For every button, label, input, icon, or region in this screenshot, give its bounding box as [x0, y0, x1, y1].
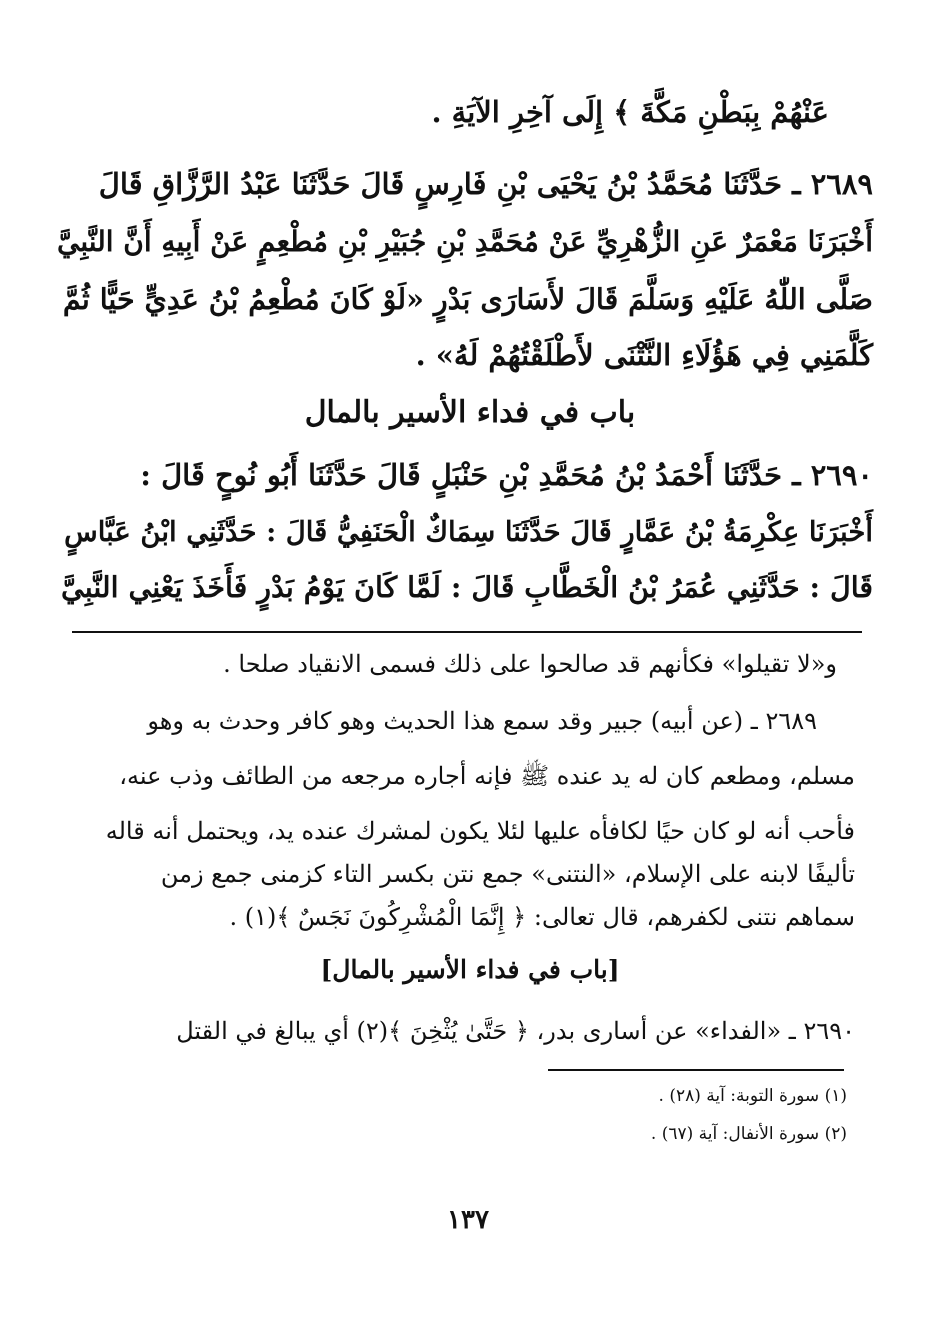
footnote-1: (١) سورة التوبة: آية (٢٨) .	[658, 1086, 847, 1106]
hadith-2690-line-2: أَخْبَرَنَا عِكْرِمَةُ بْنُ عَمَّارٍ قَالَ حَدَّثَنَا سِمَاكٌ الْحَنَفِيُّ قَالَ : حَدَّثَنِي ابْنُ عَبَّاسٍ	[64, 516, 873, 548]
hadith-2689-line-2: أَخْبَرَنَا مَعْمَرٌ عَنِ الزُّهْرِيِّ عَنْ مُحَمَّدِ بْنِ جُبَيْرِ بْنِ مُطْعِمٍ عَنْ أَبِيهِ أَنَّ النَّبِيَّ	[57, 225, 873, 258]
chapter-heading: باب في فداء الأسير بالمال	[304, 395, 636, 430]
footnote-divider	[548, 1069, 844, 1071]
hadith-2689-line-3: صَلَّى اللّٰهُ عَلَيْهِ وَسَلَّمَ قَالَ لأَسَارَى بَدْرٍ «لَوْ كَانَ مُطْعِمُ بْنُ عَدِيٍّ حَيًّا ثُمَّ	[62, 282, 873, 316]
matn-line-1: عَنْهُمْ بِبَطْنِ مَكَّةَ ﴾ إِلَى آخِرِ الآيَةِ .	[431, 95, 829, 129]
text-commentary-divider	[72, 631, 862, 633]
commentary-2690-line-1: ٢٦٩٠ ـ «الفداء» عن أسارى بدر، ﴿ حَتَّىٰ يُثْخِنَ ﴾(٢) أي يبالغ في القتل	[176, 1017, 855, 1045]
hadith-2689-line-1: ٢٦٨٩ ـ حَدَّثَنَا مُحَمَّدُ بْنُ يَحْيَى بْنِ فَارِسٍ قَالَ حَدَّثَنَا عَبْدُ الرَّزَّاقِ قَالَ	[98, 167, 873, 201]
commentary-2689-line-5: سماهم نتنى لكفرهم، قال تعالى: ﴿ إِنَّمَا الْمُشْرِكُونَ نَجَسٌ ﴾(١) .	[229, 903, 855, 931]
hadith-2690-line-3: قَالَ : حَدَّثَنِي عُمَرُ بْنُ الْخَطَّابِ قَالَ : لَمَّا كَانَ يَوْمُ بَدْرٍ فَأَخَذَ يَعْنِي النَّبِيَّ	[60, 570, 873, 604]
commentary-2689-line-3: فأحب أنه لو كان حيًا لكافأه عليها لئلا يكون لمشرك عنده يد، ويحتمل أنه قاله	[105, 817, 855, 845]
hadith-2690-line-1: ٢٦٩٠ ـ حَدَّثَنَا أَحْمَدُ بْنُ مُحَمَّدِ بْنِ حَنْبَلٍ قَالَ حَدَّثَنَا أَبُو نُوحٍ قَالَ :	[140, 458, 873, 492]
hadith-2689-line-4: كَلَّمَنِي فِي هَؤُلَاءِ النَّتْنَى لأَطْلَقْتُهُمْ لَهُ» .	[415, 338, 873, 372]
page-number: ١٣٧	[447, 1205, 489, 1235]
commentary-2689-line-2: مسلم، ومطعم كان له يد عنده ﷺ فإنه أجاره مرجعه من الطائف وذب عنه،	[119, 762, 855, 790]
commentary-line-1: و«لا تقيلوا» فكأنهم قد صالحوا على ذلك فسمى الانقياد صلحا .	[223, 650, 837, 678]
commentary-2689-line-4: تأليفًا لابنه على الإسلام، «النتنى» جمع نتن بكسر التاء كزمنى جمع زمن	[160, 860, 855, 888]
commentary-2689-line-1: ٢٦٨٩ ـ (عن أبيه) جبير وقد سمع هذا الحديث وهو كافر وحدث به وهو	[147, 707, 817, 735]
footnote-2: (٢) سورة الأنفال: آية (٦٧) .	[650, 1124, 847, 1144]
commentary-chapter-heading: [باب في فداء الأسير بالمال]	[320, 955, 620, 984]
